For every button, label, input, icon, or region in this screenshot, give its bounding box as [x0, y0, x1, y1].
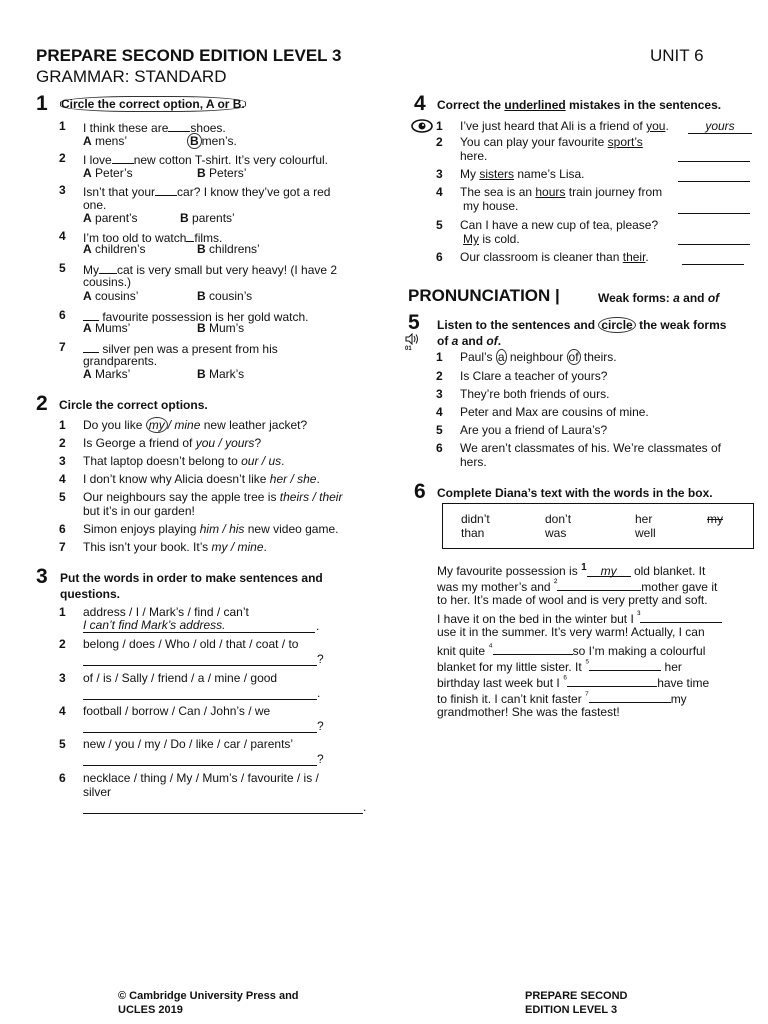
text-part: shoes.: [190, 121, 226, 135]
text-part: cat is very small but very heavy! (I have 2: [117, 263, 338, 277]
text-part: the weak forms: [635, 318, 727, 332]
s3-item-4: [59, 704, 359, 736]
s4-item-2: [436, 135, 756, 165]
option-pair: my / mine: [211, 540, 264, 554]
section-1-number: 1: [36, 92, 48, 115]
gap-blank[interactable]: [493, 642, 573, 655]
item-number: 1: [59, 605, 66, 619]
gap-blank: [83, 308, 99, 321]
text-part: was my mother’s and: [437, 580, 554, 594]
underlined-mistake: sport’s: [607, 135, 643, 149]
item-number: 4: [436, 405, 443, 419]
text-part: silver pen was a present from his: [102, 342, 278, 356]
option-pair: theirs / their: [279, 490, 343, 504]
item-text: [83, 472, 320, 487]
option-pair: her / she: [269, 472, 317, 486]
text-part: knit quite: [437, 644, 489, 658]
section-5-instruction: [437, 317, 757, 349]
option-a-text: Peter’s: [95, 166, 133, 180]
gap-answer[interactable]: my: [587, 563, 631, 577]
text-part: Do you like: [83, 418, 146, 432]
footer-line: © Cambridge University Press and: [118, 990, 299, 1002]
answer-line[interactable]: [678, 167, 750, 182]
s1-item-7: [59, 340, 389, 386]
section-4-instruction: [437, 97, 721, 113]
text-part: That laptop doesn’t belong to: [83, 454, 242, 468]
item-text: [83, 183, 330, 200]
s1-item-2: [59, 151, 389, 183]
s3-item-5: [59, 737, 359, 769]
gap-blank[interactable]: [567, 674, 657, 687]
text-part: Our classroom is cleaner than: [460, 250, 623, 264]
text-part: I love: [83, 153, 112, 167]
text-part: .: [497, 334, 502, 348]
option-pair: / mine: [167, 418, 201, 432]
text-part: .: [281, 454, 285, 468]
end-punct: ?: [317, 652, 324, 666]
text-part: .: [263, 540, 267, 554]
item-number: 2: [59, 637, 66, 651]
instruction-line-2: questions.: [60, 587, 121, 601]
item-text: [460, 135, 643, 150]
footer-book-title: [525, 989, 627, 1017]
heading-separator: |: [555, 286, 560, 305]
option-b-text: parents’: [192, 211, 235, 225]
word-box-item: don’t: [545, 512, 572, 526]
circled-answer: my: [146, 417, 168, 433]
text-part: I’ve just heard that Ali is a friend of: [460, 119, 647, 133]
answer-line[interactable]: [682, 250, 744, 265]
item-number: 6: [436, 250, 443, 264]
item-text: [83, 522, 338, 537]
text-part: theirs.: [580, 350, 617, 364]
gap-blank[interactable]: [589, 690, 671, 703]
word-box-item: well: [635, 526, 656, 540]
word-list: new / you / my / Do / like / car / parents’: [83, 737, 294, 751]
s1-item-3: [59, 183, 389, 229]
word-list: of / is / Sally / friend / a / mine / good: [83, 671, 278, 685]
text-part: Our neighbours say the apple tree is: [83, 490, 280, 504]
word-list: football / borrow / Can / John’s / we: [83, 704, 271, 718]
option-b: [187, 134, 237, 149]
item-number: 5: [436, 218, 443, 232]
option-a-text: mens’: [95, 134, 128, 148]
word-list-line2: silver: [83, 785, 112, 799]
item-text: [83, 436, 261, 451]
gap-number: ⁷: [585, 690, 589, 701]
circled-weak-form: a: [497, 350, 505, 364]
section-3-number: 3: [36, 565, 48, 588]
gap-blank[interactable]: [557, 578, 641, 591]
item-number: 5: [59, 490, 66, 504]
word-box-item: her: [635, 512, 653, 526]
underlined-mistake: My: [463, 232, 479, 246]
text-part: You can play your favourite: [460, 135, 608, 149]
option-a-text: Marks’: [95, 367, 131, 381]
item-text: [460, 167, 585, 182]
section-6-instruction: Complete Diana’s text with the words in the box.: [437, 486, 713, 500]
s4-item-5: [436, 218, 756, 248]
item-number: 1: [436, 350, 443, 364]
end-punct: ?: [317, 752, 324, 766]
item-text: [460, 119, 669, 134]
s5-item-6: [436, 441, 756, 471]
item-number: 1: [59, 119, 66, 133]
end-punct: .: [363, 800, 367, 814]
item-text: Are you a friend of Laura’s?: [460, 423, 608, 437]
text-part: Isn’t that your: [83, 185, 156, 199]
text-part: I’m too old to watch: [83, 231, 187, 245]
s3-item-6: [59, 771, 379, 817]
answer-line[interactable]: [83, 799, 363, 814]
end-punct: .: [317, 686, 321, 700]
circled-weak-form: of: [568, 350, 579, 364]
item-text-line2: but it’s in our garden!: [83, 504, 195, 518]
section-2-number: 2: [36, 392, 48, 415]
item-text: They’re both friends of ours.: [460, 387, 610, 401]
end-punct: ?: [317, 719, 324, 733]
answer-line[interactable]: [83, 718, 317, 733]
text-part: blanket for my little sister. It: [437, 660, 586, 674]
item-text-line2: grandparents.: [83, 354, 158, 368]
circle-mark: B: [187, 133, 202, 149]
word-box: [442, 503, 754, 549]
footer-copyright: [118, 989, 299, 1017]
option-pair: him / his: [199, 522, 245, 536]
item-number: 5: [59, 261, 66, 275]
option-a-text: parent’s: [95, 211, 138, 225]
text-part-underlined: underlined: [504, 98, 566, 112]
option-b-text: childrens’: [209, 242, 260, 256]
s1-item-6: [59, 308, 389, 340]
item-text: [83, 454, 285, 469]
option-a: A Marks’: [83, 367, 131, 381]
section-3-instruction: [60, 570, 323, 602]
option-a-text: Mums’: [95, 321, 131, 335]
answer-line[interactable]: [83, 685, 317, 700]
gap-number: ²: [553, 578, 558, 589]
word-list: belong / does / Who / old / that / coat / to: [83, 637, 299, 651]
page-subtitle: GRAMMAR: STANDARD: [36, 67, 227, 86]
text-part: mistakes in the sentences.: [565, 98, 722, 112]
text-part: The sea is an: [460, 185, 536, 199]
item-number: 6: [59, 771, 66, 785]
answer-line[interactable]: [678, 199, 750, 214]
text-part: of: [486, 334, 498, 348]
gap-blank[interactable]: [640, 610, 722, 623]
item-number: 4: [59, 472, 66, 486]
option-b: B cousin’s: [197, 289, 253, 303]
text-part: and: [458, 334, 487, 348]
item-number: 1: [59, 418, 66, 432]
item-number: 1: [436, 119, 443, 133]
gap-number: ⁵: [585, 658, 590, 669]
gap-number: ⁶: [563, 674, 568, 685]
unit-label: UNIT 6: [650, 46, 704, 65]
option-pair: our / us: [241, 454, 282, 468]
item-number: 2: [436, 369, 443, 383]
s1-item-1: [59, 119, 389, 151]
option-b-text: cousin’s: [209, 289, 253, 303]
text-part: Paul’s: [460, 350, 496, 364]
gap-blank: [168, 119, 190, 132]
pronunciation-subheading: [598, 291, 719, 305]
item-text: Can I have a new cup of tea, please?: [460, 218, 659, 232]
text-part: Simon enjoys playing: [83, 522, 200, 536]
gap-blank: [99, 261, 117, 274]
option-a: A parent’s: [83, 211, 138, 225]
diana-text-line-5: use it in the summer. It’s very warm! Actually, I can: [437, 625, 705, 639]
gap-number: ³: [637, 610, 641, 621]
heading-text: PRONUNCIATION: [408, 286, 551, 305]
item-number: 3: [59, 671, 66, 685]
gap-number: 1: [581, 562, 587, 573]
instruction-line-1: [437, 317, 757, 333]
item-text: [460, 350, 617, 365]
section-1-instruction: [60, 96, 246, 112]
item-number: 3: [436, 387, 443, 401]
option-a-text: children’s: [95, 242, 146, 256]
option-pair: you / yours: [195, 436, 255, 450]
footer-line: EDITION LEVEL 3: [525, 1004, 618, 1016]
text-part: have time: [657, 676, 710, 690]
footer-line: UCLES 2019: [118, 1004, 183, 1016]
diana-text-line-10: grandmother! She was the fastest!: [437, 705, 620, 719]
answer-line[interactable]: yours: [688, 119, 752, 134]
instruction-line-2: [437, 333, 757, 349]
gap-blank[interactable]: [589, 658, 661, 671]
item-number: 6: [59, 522, 66, 536]
text-part: favourite possession is her gold watch.: [102, 310, 309, 324]
text-part: My: [83, 263, 99, 277]
item-number: 6: [436, 441, 443, 455]
option-a-text: cousins’: [95, 289, 139, 303]
option-b: B Mum’s: [197, 321, 245, 335]
text-part: new video game.: [244, 522, 339, 536]
item-number: 4: [436, 185, 443, 199]
text-part: birthday last week but I: [437, 676, 564, 690]
option-a: A Mums’: [83, 321, 131, 335]
item-number: 3: [436, 167, 443, 181]
text-part: .: [665, 119, 669, 133]
text-part: I think these are: [83, 121, 169, 135]
underlined-mistake: sisters: [479, 167, 515, 181]
text-part: new leather jacket?: [200, 418, 308, 432]
text-part: new cotton T-shirt. It’s very colourful.: [133, 153, 328, 167]
text-part: .: [316, 472, 320, 486]
answer-line[interactable]: [678, 147, 750, 162]
text-part: .: [645, 250, 649, 264]
item-number: 5: [436, 423, 443, 437]
gap-number: ⁴: [488, 642, 493, 653]
item-number: 2: [59, 436, 66, 450]
section-5-number: 5: [408, 311, 420, 334]
answer-line[interactable]: [83, 651, 317, 666]
text-part: This isn’t your book. It’s: [83, 540, 212, 554]
s1-item-4: [59, 229, 389, 261]
pronunciation-heading: [408, 286, 560, 306]
item-text: [460, 250, 649, 265]
text-part: neighbour: [506, 350, 567, 364]
option-b: B Peters’: [197, 166, 247, 180]
section-2-instruction: Circle the correct options.: [59, 398, 208, 412]
underlined-mistake: you: [646, 119, 666, 133]
option-a: A cousins’: [83, 289, 139, 303]
text-part: Listen to the sentences and: [437, 318, 599, 332]
gap-blank: [83, 340, 99, 353]
text-part: car? I know they’ve got a red: [177, 185, 331, 199]
text-part: a: [451, 334, 459, 348]
text-part: so I’m making a colourful: [572, 644, 706, 658]
item-number: 7: [59, 340, 66, 354]
diana-text-line-3: to her. It’s made of wool and is very pretty and soft.: [437, 593, 708, 607]
text-part: My: [460, 167, 480, 181]
s1-item-5: [59, 261, 389, 307]
item-number: 3: [59, 454, 66, 468]
word-box-item: was: [545, 526, 567, 540]
text-part: a: [673, 291, 680, 305]
text-part: train journey from: [565, 185, 663, 199]
option-b-text: men’s.: [201, 134, 237, 148]
s3-item-1: [59, 605, 359, 637]
option-b-text: Peters’: [209, 166, 247, 180]
option-a: A Peter’s: [83, 166, 133, 180]
text-part: I don’t know why Alicia doesn’t like: [83, 472, 270, 486]
item-text: We aren’t classmates of his. We’re classmates of: [460, 441, 721, 455]
end-punct: .: [316, 619, 320, 633]
text-part: my: [670, 692, 687, 706]
text-part: I have it on the bed in the winter but I: [437, 612, 638, 626]
item-text-line2: one.: [83, 198, 107, 212]
text-part: mother gave it: [641, 580, 718, 594]
item-text: Peter and Max are cousins of mine.: [460, 405, 649, 419]
s3-item-3: [59, 671, 359, 703]
option-b: B Mark’s: [197, 367, 245, 381]
item-text: [83, 418, 307, 433]
text-part: her: [661, 660, 682, 674]
item-number: 6: [59, 308, 66, 322]
audio-track-number: 01: [405, 346, 412, 352]
circled-word: circle: [598, 317, 635, 333]
item-text-line2: here.: [460, 149, 488, 163]
section-1-instruction-text: Circle the correct option, A or B.: [61, 97, 245, 111]
audio-speaker-icon[interactable]: [405, 333, 419, 345]
text-part: My favourite possession is: [437, 564, 582, 578]
item-number: 4: [59, 229, 66, 243]
item-text-line2: [463, 232, 520, 247]
answer-line[interactable]: I can’t find Mark’s address.: [83, 618, 315, 633]
item-number: 5: [59, 737, 66, 751]
text-part: is cold.: [479, 232, 520, 246]
word-box-item-used: my: [707, 512, 723, 526]
text-part: old blanket. It: [630, 564, 706, 578]
item-number: 2: [436, 135, 443, 149]
s4-item-4: [436, 185, 756, 215]
item-text-line2: hers.: [460, 455, 487, 469]
text-part: of: [707, 291, 720, 305]
option-a: A children’s: [83, 242, 146, 256]
section-4-number: 4: [414, 92, 426, 115]
text-part: of: [437, 334, 452, 348]
item-text-line2: cousins.): [83, 275, 132, 289]
option-b-text: Mum’s: [209, 321, 245, 335]
item-text: [83, 490, 342, 505]
option-b: B parents’: [180, 211, 235, 225]
gap-blank: [155, 183, 177, 196]
item-text-line2: my house.: [463, 199, 519, 213]
text-part: to finish it. I can’t knit faster: [437, 692, 586, 706]
eye-icon: [411, 118, 433, 134]
section-6-number: 6: [414, 480, 426, 503]
text-part: name’s Lisa.: [514, 167, 585, 181]
text-part: Is George a friend of: [83, 436, 196, 450]
word-list: address / I / Mark’s / find / can’t: [83, 605, 249, 619]
word-box-item: didn’t: [461, 512, 490, 526]
text-part: ?: [254, 436, 262, 450]
option-b-text: Mark’s: [209, 367, 245, 381]
item-number: 4: [59, 704, 66, 718]
option-b: B childrens’: [197, 242, 260, 256]
text-part: Weak forms:: [598, 291, 674, 305]
gap-blank: [112, 151, 134, 164]
text-part: Correct the: [437, 98, 505, 112]
item-number: 7: [59, 540, 66, 554]
text-part: films.: [194, 231, 223, 245]
footer-line: PREPARE SECOND: [525, 990, 628, 1002]
option-a: A mens’: [83, 134, 128, 148]
item-text: [83, 540, 267, 555]
item-text: [460, 185, 662, 200]
item-number: 3: [59, 183, 66, 197]
page-title: PREPARE SECOND EDITION LEVEL 3: [36, 46, 342, 65]
s3-item-2: [59, 637, 359, 669]
underlined-mistake: hours: [535, 185, 566, 199]
answer-line[interactable]: [678, 230, 750, 245]
circle-mark: [60, 96, 246, 112]
instruction-line-1: Put the words in order to make sentences and: [60, 571, 323, 585]
item-number: 2: [59, 151, 66, 165]
underlined-mistake: their: [622, 250, 646, 264]
word-box-item: than: [461, 526, 485, 540]
item-text: Is Clare a teacher of yours?: [460, 369, 608, 383]
word-list: necklace / thing / My / Mum’s / favourite / is /: [83, 771, 319, 785]
text-part: and: [679, 291, 708, 305]
answer-line[interactable]: [83, 751, 317, 766]
